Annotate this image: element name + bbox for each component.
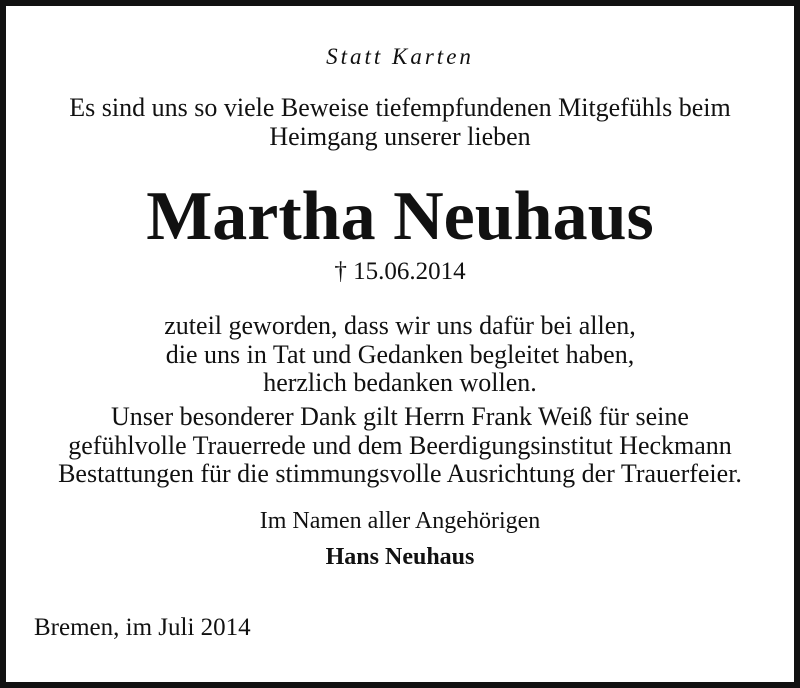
- signer-name: Hans Neuhaus: [325, 544, 475, 570]
- intro-line-1: Es sind uns so viele Beweise tiefempfundenen Mitgefühls beim: [69, 93, 731, 122]
- death-date: † 15.06.2014: [334, 258, 466, 285]
- thanks-line-3: herzlich bedanken wollen.: [263, 368, 537, 397]
- intro-line-2: Heimgang unserer lieben: [269, 122, 531, 151]
- thanks-line-1: zuteil geworden, dass wir uns dafür bei allen,: [164, 311, 636, 340]
- place-date: Bremen, im Juli 2014: [34, 614, 251, 641]
- deceased-name: Martha Neuhaus: [146, 178, 654, 255]
- special-thanks-line-3: Bestattungen für die stimmungsvolle Ausrichtung der Trauerfeier.: [58, 459, 742, 488]
- thanks-line-2: die uns in Tat und Gedanken begleitet haben,: [165, 340, 635, 369]
- notice-kicker: Statt Karten: [326, 44, 474, 69]
- closing-phrase: Im Namen aller Angehörigen: [259, 508, 541, 534]
- special-thanks-line-1: Unser besonderer Dank gilt Herrn Frank Weiß für seine: [111, 402, 689, 431]
- special-thanks-line-2: gefühlvolle Trauerrede und dem Beerdigungsinstitut Heckmann: [68, 431, 732, 460]
